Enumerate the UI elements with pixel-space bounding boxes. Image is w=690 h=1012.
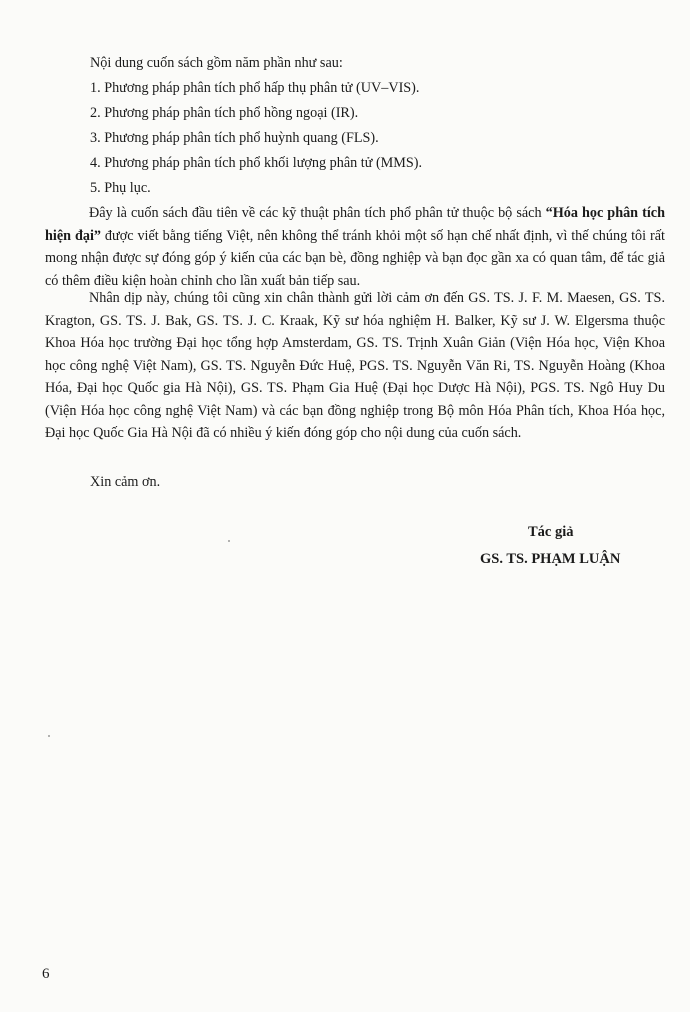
part-item-3: 3. Phương pháp phân tích phổ huỳnh quang (FLS). [90, 130, 379, 146]
paragraph-about-book-text-1: Đây là cuốn sách đầu tiên về các kỹ thuật phân tích phổ phân tử thuộc bộ sách [89, 205, 546, 221]
series-title: “Hóa học phân tích hiện đại” [45, 205, 665, 244]
part-item-5: 5. Phụ lục. [90, 180, 151, 196]
signature-name: GS. TS. PHẠM LUẬN [480, 551, 621, 567]
signature-role: Tác giả [528, 524, 574, 540]
closing-thanks: Xin cảm ơn. [90, 474, 161, 490]
scan-speck [48, 735, 50, 737]
part-item-1: 1. Phương pháp phân tích phổ hấp thụ phân tử (UV–VIS). [90, 80, 420, 96]
contents-intro: Nội dung cuốn sách gồm năm phần như sau: [90, 55, 343, 71]
scan-speck [228, 540, 230, 542]
paragraph-about-book-text-2: được viết bằng tiếng Việt, nên không thể tránh khỏi một số hạn chế nhất định, vì thế chúng tôi rất mong nhận được sự đóng góp ý kiến của các bạn bè, đồng nghiệp và bạn đọc gần xa có quan tâm, để tác giả có thêm điều kiện hoàn chỉnh cho lần xuất bản tiếp sau. [45, 227, 665, 289]
part-item-4: 4. Phương pháp phân tích phổ khối lượng phân tử (MMS). [90, 155, 423, 171]
page-number: 6 [42, 966, 50, 982]
paragraph-acknowledgements: Nhân dịp này, chúng tôi cũng xin chân thành gửi lời cảm ơn đến GS. TS. J. F. M. Maesen, GS. TS. Kragton, GS. TS. J. Bak, GS. TS. J. C. Kraak, Kỹ sư hóa nghiệm H. Balker, Kỹ sư J. W. Elgersma thuộc Khoa Hóa học trường Đại học tổng hợp Amsterdam, GS. TS. Trịnh Xuân Giản (Viện Hóa học, Viện Khoa học công nghệ Việt Nam), GS. TS. Nguyễn Đức Huệ, PGS. TS. Nguyễn Văn Ri, TS. Nguyễn Hoàng (Khoa Hóa, Đại học Quốc gia Hà Nội), GS. TS. Phạm Gia Huệ (Đại học Dược Hà Nội), PGS. TS. Ngô Huy Du (Viện Hóa học công nghệ Việt Nam) và các bạn đồng nghiệp trong Bộ môn Hóa Phân tích, Khoa Hóa học, Đại học Quốc Gia Hà Nội đã có nhiều ý kiến đóng góp cho nội dung của cuốn sách. [45, 290, 665, 441]
paragraph-about-book [45, 202, 665, 292]
part-item-2: 2. Phương pháp phân tích phổ hồng ngoại (IR). [90, 105, 359, 121]
